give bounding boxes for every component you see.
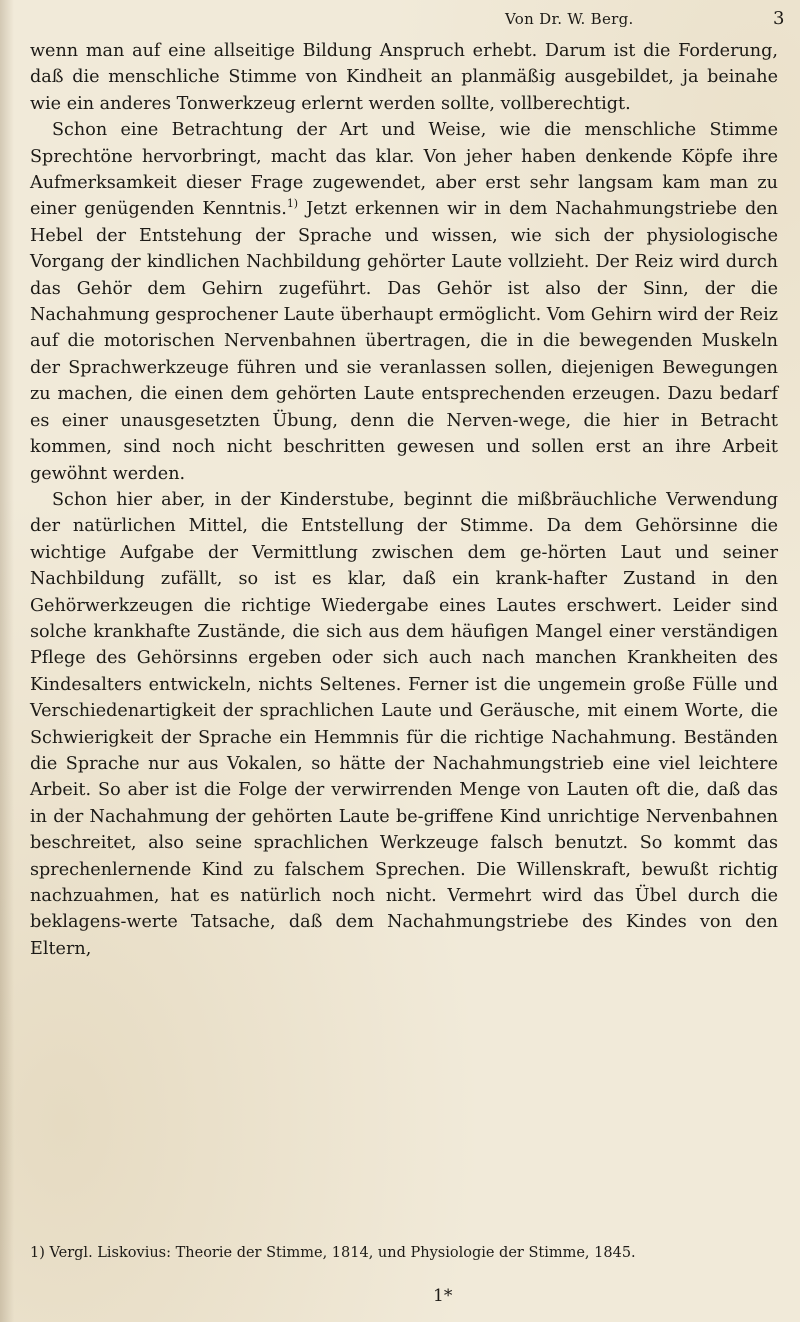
paragraph-2-text: Schon eine Betrachtung der Art und Weise, wie die menschliche Stimme Sprechtöne hervorbringt, macht das klar. Von jeher haben denkende Köpfe ihre Aufmerksamkeit dieser Frage zugewendet, aber erst sehr langsam kam man zu einer genügenden Kenntnis.: [30, 120, 778, 220]
paragraph-1: wenn man auf eine allseitige Bildung Anspruch erhebt. Darum ist die Forderung, daß die menschliche Stimme von Kindheit an planmäßig ausgebildet, ja beinahe wie ein anderes Tonwerkzeug erlernt werden sollte, vollberechtigt.: [30, 41, 778, 114]
running-title: Von Dr. W. Berg.: [505, 10, 634, 28]
paragraph-2-continuation: Jetzt erkennen wir in dem Nachahmungstriebe den Hebel der Entstehung der Sprache und wissen, wie sich der physiologische Vorgang der kindlichen Nachbildung gehörter Laute vollzieht. Der Reiz wird durch das Gehör dem Gehirn zugeführt. Das Gehör ist also der Sinn, der die Nachahmung gesprochener Laute überhaupt ermöglicht. Vom Gehirn wird der Reiz auf die motorischen Nervenbahnen übertragen, die in die bewegenden Muskeln der Sprachwerkzeuge führen und sie veranlassen sollen, diejenigen Bewegungen zu machen, die einen dem gehörten Laute entsprechenden erzeugen. Dazu bedarf es einer unausgesetzten Übung, denn die Nerven-wege, die hier in Betracht kommen, sind noch nicht beschritten gewesen und sollen erst an ihre Arbeit gewöhnt werden.: [30, 199, 779, 484]
page-number: 3: [773, 8, 785, 29]
body-text: [30, 38, 778, 962]
footnote-reference: 1): [286, 197, 299, 211]
signature-mark: 1*: [433, 1286, 453, 1306]
running-header: [0, 6, 800, 30]
paragraph-3: Schon hier aber, in der Kinderstube, beginnt die mißbräuchliche Verwendung der natürlichen Mittel, die Entstellung der Stimme. Da dem Gehörsinne die wichtige Aufgabe der Vermittlung zwischen dem ge-hörten Laut und seiner Nachbildung zufällt, so ist es klar, daß ein krank-hafter Zustand in den Gehörwerkzeugen die richtige Wiedergabe eines Lautes erschwert. Leider sind solche krankhafte Zustände, die sich aus dem häufigen Mangel einer verständigen Pflege des Gehörsinns ergeben oder sich auch nach manchen Krankheiten des Kindesalters entwickeln, nichts Seltenes. Ferner ist die ungemein große Fülle und Verschiedenartigkeit der sprachlichen Laute und Geräusche, mit einem Worte, die Schwierigkeit der Sprache ein Hemmnis für die richtige Nachahmung. Beständen die Sprache nur aus Vokalen, so hätte der Nachahmungstrieb eine viel leichtere Arbeit. So aber ist die Folge der verwirrenden Menge von Lauten oft die, daß das in der Nachahmung der gehörten Laute be-griffene Kind unrichtige Nervenbahnen beschreitet, also seine sprachlichen Werkzeuge falsch benutzt. So kommt das sprechenlernende Kind zu falschem Sprechen. Die Willenskraft, bewußt richtig nachzuahmen, hat es natürlich noch nicht. Vermehrt wird das Übel durch die beklagens-werte Tatsache, daß dem Nachahmungstriebe des Kindes von den Eltern,: [30, 489, 778, 959]
footnote: 1) Vergl. Liskovius: Theorie der Stimme, 1814, und Physiologie der Stimme, 1845.: [30, 1245, 636, 1261]
paragraph-2: [30, 117, 778, 487]
